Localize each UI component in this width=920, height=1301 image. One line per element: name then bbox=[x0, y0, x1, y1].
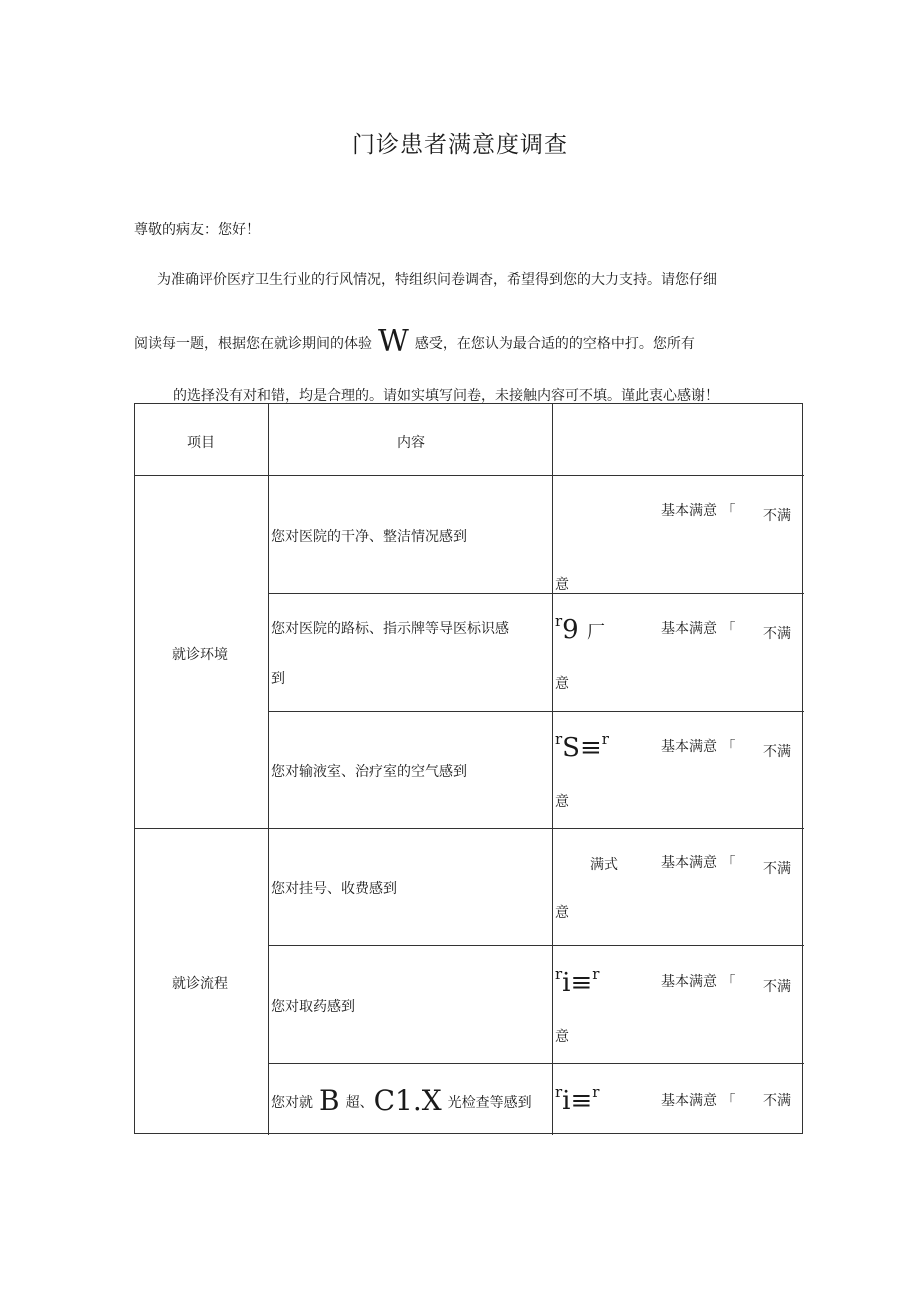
row-3-mark-a: r bbox=[555, 730, 563, 748]
row-1-yi: 意 bbox=[555, 577, 569, 593]
row-5-tick: 「 bbox=[721, 974, 736, 990]
row-2-mark-a: r bbox=[555, 612, 563, 630]
row-divider-2 bbox=[268, 711, 804, 712]
row-6-tick: 「 bbox=[721, 1093, 736, 1109]
row-divider-4 bbox=[268, 945, 804, 946]
row-3-content: 您对输液室、治疗室的空气感到 bbox=[271, 764, 467, 780]
row-5-yi: 意 bbox=[555, 1029, 569, 1045]
header-divider bbox=[135, 475, 804, 476]
col-divider-1 bbox=[268, 404, 269, 1135]
group-divider bbox=[135, 828, 804, 829]
row-2-mark bbox=[555, 612, 605, 645]
row-2-basic-label: 基本满意 bbox=[661, 621, 717, 637]
row-divider-1 bbox=[268, 593, 804, 594]
row-6-basic-label: 基本满意 bbox=[661, 1093, 717, 1109]
row-5-mark-tail: r bbox=[592, 965, 600, 983]
row-3-basic bbox=[661, 736, 735, 756]
intro-line-1: 为准确评价医疗卫生行业的行风情况，特组织问卷调杳，希望得到您的大力支持。请您仔细 bbox=[157, 272, 717, 288]
row-1-basic-label: 基本满意 bbox=[661, 503, 717, 519]
group-label-env: 就诊环境 bbox=[172, 647, 228, 663]
group-label-proc: 就诊流程 bbox=[172, 976, 228, 992]
row-2-mark-b: 9 bbox=[562, 615, 579, 645]
row-4-basic bbox=[661, 852, 735, 872]
row-2-content-b: 到 bbox=[271, 671, 285, 687]
row-2-mark-tail: 厂 bbox=[586, 622, 605, 643]
row-3-mark bbox=[555, 730, 609, 763]
row-6-mark-b: i≡ bbox=[562, 1086, 593, 1116]
row-6-content-a: 您对就 bbox=[271, 1095, 313, 1111]
row-3-not: 不满 bbox=[763, 744, 791, 760]
intro-line-2-a: 阅读每一题，根据您在就诊期间的体验 bbox=[134, 336, 372, 352]
header-content: 内容 bbox=[397, 435, 425, 451]
row-6-content bbox=[271, 1084, 532, 1117]
row-5-basic bbox=[661, 971, 735, 991]
row-3-tick: 「 bbox=[721, 739, 736, 755]
row-3-yi: 意 bbox=[555, 794, 569, 810]
row-2-tick: 「 bbox=[721, 621, 736, 637]
row-5-basic-label: 基本满意 bbox=[661, 974, 717, 990]
row-6-mark-a: r bbox=[555, 1083, 563, 1101]
header-item: 项目 bbox=[187, 435, 215, 451]
row-4-tick: 「 bbox=[721, 855, 736, 871]
greeting: 尊敬的病友：您好！ bbox=[134, 222, 260, 238]
row-6-content-mid: 超、 bbox=[345, 1095, 374, 1111]
row-4-content: 您对挂号、收费感到 bbox=[271, 881, 397, 897]
row-1-not: 不满 bbox=[763, 508, 791, 524]
row-4-basic-label: 基本满意 bbox=[661, 855, 717, 871]
intro-line-3: 的选择没有对和错，均是合理的。请如实填写问卷，未接触内容可不填。谨此衷心感谢！ bbox=[173, 388, 719, 404]
row-3-basic-label: 基本满意 bbox=[661, 739, 717, 755]
survey-table bbox=[134, 403, 803, 1134]
row-2-basic bbox=[661, 618, 735, 638]
row-5-content: 您对取药感到 bbox=[271, 999, 355, 1015]
row-3-mark-b: S≡ bbox=[562, 733, 602, 763]
intro-line-2 bbox=[134, 324, 695, 359]
row-4-yi: 意 bbox=[555, 905, 569, 921]
row-6-content-big1: B bbox=[319, 1084, 340, 1117]
row-5-mark-b: i≡ bbox=[562, 968, 593, 998]
intro-line-2-b: 感受，在您认为最合适的的空格中打。您所有 bbox=[414, 336, 695, 352]
row-1-basic bbox=[661, 500, 735, 520]
row-6-mark bbox=[555, 1083, 599, 1116]
row-4-mark: 满式 bbox=[590, 857, 618, 873]
row-2-not: 不满 bbox=[763, 626, 791, 642]
row-6-content-big2: C1.X bbox=[373, 1084, 442, 1117]
survey-title: 门诊患者满意度调查 bbox=[352, 132, 568, 158]
row-3-mark-tail: r bbox=[601, 730, 609, 748]
row-2-yi: 意 bbox=[555, 676, 569, 692]
row-5-mark bbox=[555, 965, 599, 998]
row-5-mark-a: r bbox=[555, 965, 563, 983]
col-divider-2 bbox=[552, 404, 553, 1135]
row-6-content-b: 光检查等感到 bbox=[447, 1095, 532, 1111]
row-6-basic bbox=[661, 1090, 735, 1110]
row-1-content: 您对医院的干净、整洁情况感到 bbox=[271, 529, 467, 545]
row-divider-5 bbox=[268, 1063, 804, 1064]
intro-big-letter: W bbox=[378, 324, 409, 359]
row-5-not: 不满 bbox=[763, 979, 791, 995]
row-6-mark-tail: r bbox=[592, 1083, 600, 1101]
row-2-content-a: 您对医院的路标、指示牌等导医标识感 bbox=[271, 621, 509, 637]
row-1-tick: 「 bbox=[721, 503, 736, 519]
row-4-not: 不满 bbox=[763, 861, 791, 877]
row-6-not: 不满 bbox=[763, 1093, 791, 1109]
